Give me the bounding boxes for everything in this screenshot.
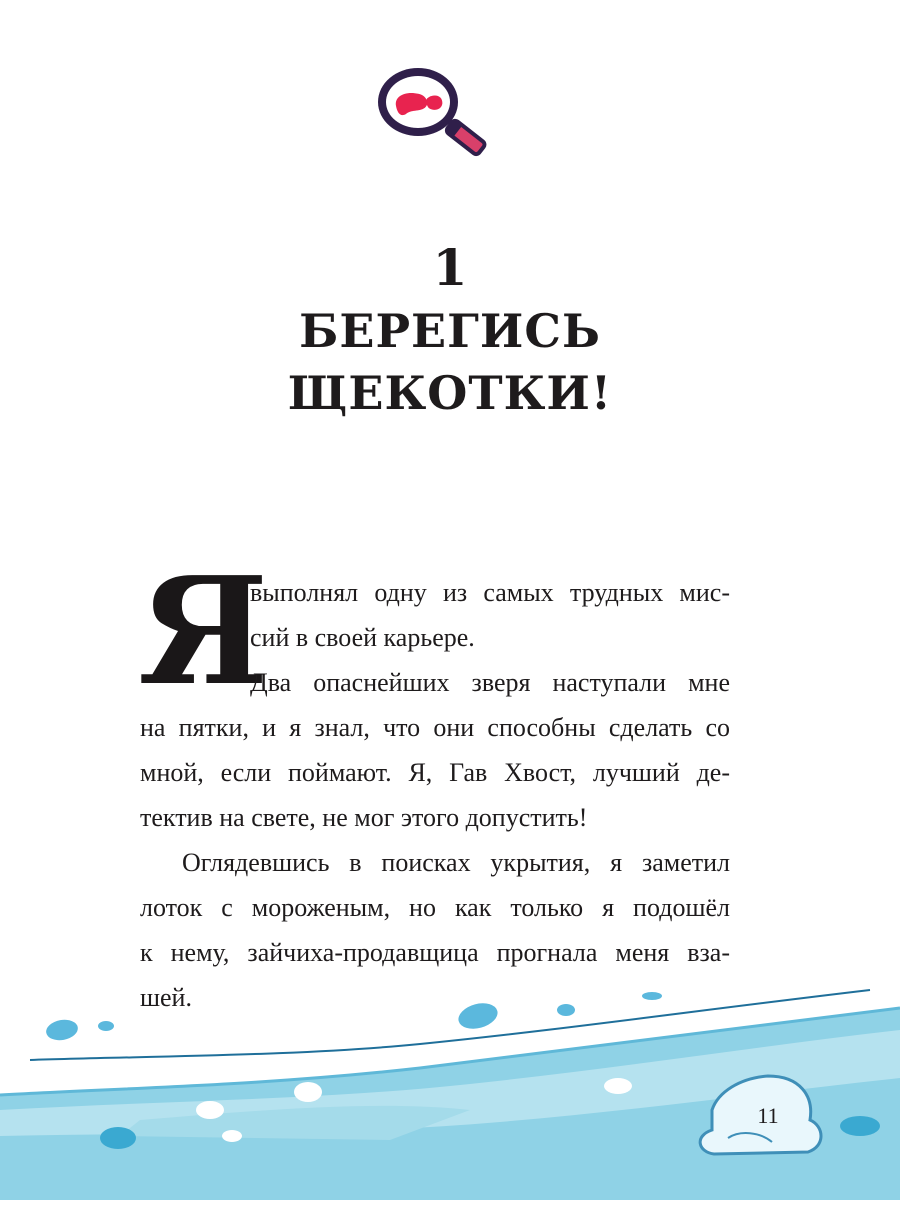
chapter-number: 1 — [432, 238, 468, 297]
body-line: лоток с мороженым, но как только я подошёл — [140, 893, 730, 922]
body-line: Два опаснейших зверя наступали мне — [250, 668, 730, 697]
magnifying-glass-icon — [368, 64, 498, 164]
body-line: выполнял одну из самых трудных мис- — [250, 578, 730, 607]
water-illustration — [0, 960, 900, 1200]
body-line: Оглядевшись в поисках укрытия, я заметил — [182, 848, 730, 877]
chapter-title-line-1: БЕРЕГИСЬ — [299, 304, 601, 358]
chapter-title-line-2: ЩЕКОТКИ! — [287, 366, 613, 420]
body-line: на пятки, и я знал, что они способны сделать со — [140, 713, 730, 742]
body-line: к нему, зайчиха-продавщица прогнала меня вза- — [140, 938, 730, 967]
chapter-title — [0, 300, 900, 424]
body-line: сий в своей карьере. — [250, 623, 475, 652]
body-line: тектив на свете, не мог этого допустить! — [140, 803, 588, 832]
body-line: мной, если поймают. Я, Гав Хвост, лучший де- — [140, 758, 730, 787]
page-number: 11 — [757, 1103, 779, 1128]
body-line: шей. — [140, 983, 192, 1012]
drop-cap: Я — [138, 544, 269, 718]
